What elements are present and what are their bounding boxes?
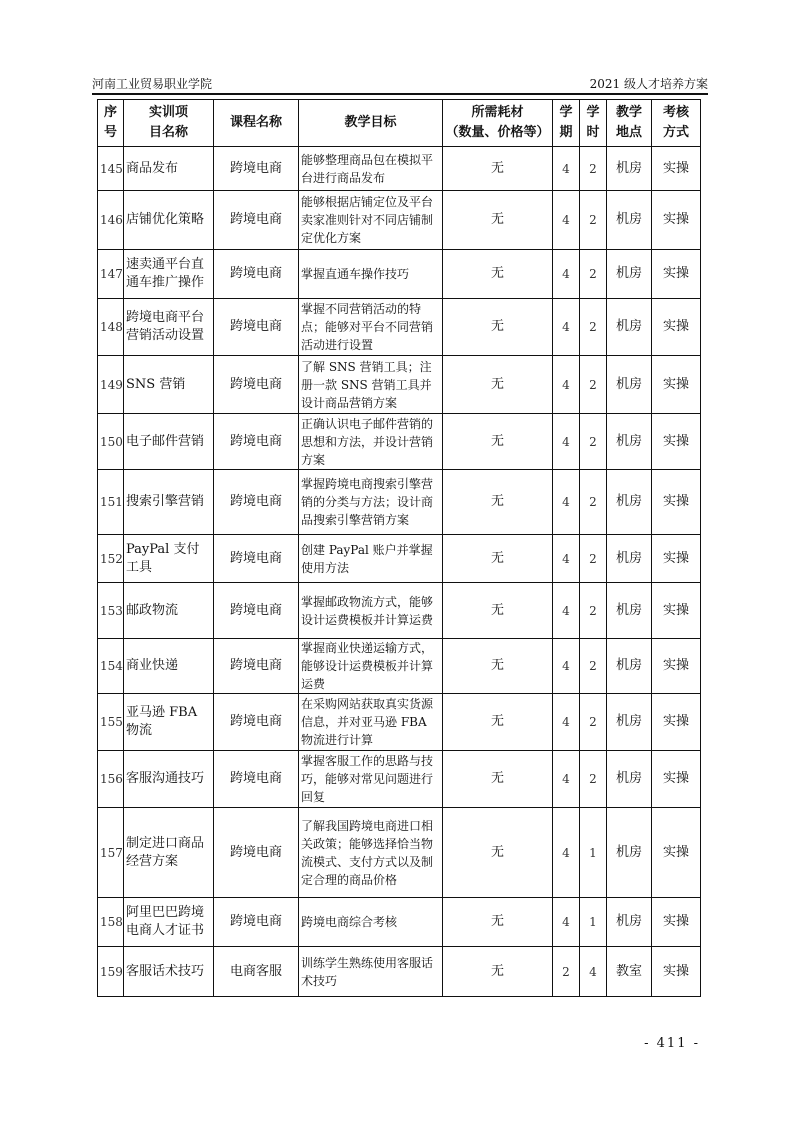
row-teaching-goal: 了解 SNS 营销工具；注册一款 SNS 营销工具并设计商品营销方案 [299, 356, 443, 414]
row-hours: 2 [580, 250, 607, 299]
row-number: 145 [98, 147, 124, 191]
row-materials: 无 [443, 470, 553, 535]
row-project-name: 邮政物流 [124, 583, 214, 639]
table-row [98, 583, 701, 639]
row-hours: 1 [580, 898, 607, 947]
row-materials: 无 [443, 356, 553, 414]
row-term: 4 [553, 898, 580, 947]
row-term: 4 [553, 250, 580, 299]
row-project-name: 速卖通平台直通车推广操作 [124, 250, 214, 299]
row-course-name: 跨境电商 [214, 299, 299, 356]
row-materials: 无 [443, 947, 553, 997]
row-materials: 无 [443, 250, 553, 299]
row-teaching-goal: 能够整理商品包在模拟平台进行商品发布 [299, 147, 443, 191]
row-number: 148 [98, 299, 124, 356]
row-hours: 2 [580, 356, 607, 414]
row-course-name: 跨境电商 [214, 535, 299, 583]
row-hours: 2 [580, 147, 607, 191]
row-materials: 无 [443, 191, 553, 250]
table-row [98, 535, 701, 583]
row-materials: 无 [443, 808, 553, 898]
row-number: 154 [98, 639, 124, 694]
row-teaching-goal: 了解我国跨境电商进口相关政策；能够选择恰当物流模式、支付方式以及制定合理的商品价格 [299, 808, 443, 898]
row-location: 机房 [607, 694, 652, 751]
row-term: 4 [553, 191, 580, 250]
row-term: 4 [553, 808, 580, 898]
row-project-name: 商品发布 [124, 147, 214, 191]
row-number: 146 [98, 191, 124, 250]
row-project-name: 电子邮件营销 [124, 414, 214, 470]
row-teaching-goal: 在采购网站获取真实货源信息，并对亚马逊 FBA 物流进行计算 [299, 694, 443, 751]
row-project-name: 亚马逊 FBA 物流 [124, 694, 214, 751]
table-row [98, 356, 701, 414]
row-hours: 2 [580, 535, 607, 583]
row-assessment: 实操 [652, 356, 701, 414]
page-number: - 411 - [644, 1036, 700, 1051]
row-term: 4 [553, 414, 580, 470]
row-project-name: 制定进口商品经营方案 [124, 808, 214, 898]
row-assessment: 实操 [652, 947, 701, 997]
row-assessment: 实操 [652, 191, 701, 250]
row-assessment: 实操 [652, 898, 701, 947]
row-term: 4 [553, 694, 580, 751]
row-hours: 2 [580, 583, 607, 639]
document-title: 2021 级人才培养方案 [589, 77, 708, 91]
row-project-name: 阿里巴巴跨境电商人才证书 [124, 898, 214, 947]
row-location: 机房 [607, 470, 652, 535]
row-course-name: 跨境电商 [214, 191, 299, 250]
row-number: 155 [98, 694, 124, 751]
table-row [98, 191, 701, 250]
row-materials: 无 [443, 299, 553, 356]
row-assessment: 实操 [652, 535, 701, 583]
row-materials: 无 [443, 639, 553, 694]
row-location: 机房 [607, 299, 652, 356]
row-project-name: 商业快递 [124, 639, 214, 694]
row-teaching-goal: 掌握直通车操作技巧 [299, 250, 443, 299]
table-row [98, 470, 701, 535]
row-materials: 无 [443, 147, 553, 191]
table-row [98, 250, 701, 299]
row-hours: 1 [580, 808, 607, 898]
row-course-name: 跨境电商 [214, 250, 299, 299]
col-header-term: 学 期 [553, 100, 580, 147]
row-course-name: 跨境电商 [214, 898, 299, 947]
row-hours: 2 [580, 414, 607, 470]
row-assessment: 实操 [652, 147, 701, 191]
row-location: 教室 [607, 947, 652, 997]
row-location: 机房 [607, 898, 652, 947]
row-course-name: 跨境电商 [214, 694, 299, 751]
row-project-name: 搜索引擎营销 [124, 470, 214, 535]
row-assessment: 实操 [652, 414, 701, 470]
row-teaching-goal: 正确认识电子邮件营销的思想和方法，并设计营销方案 [299, 414, 443, 470]
row-location: 机房 [607, 583, 652, 639]
row-term: 4 [553, 147, 580, 191]
row-number: 157 [98, 808, 124, 898]
col-header-assessment: 考核 方式 [652, 100, 701, 147]
col-header-hours: 学 时 [580, 100, 607, 147]
row-teaching-goal: 掌握商业快递运输方式，能够设计运费模板并计算运费 [299, 639, 443, 694]
table-row [98, 299, 701, 356]
row-project-name: 客服话术技巧 [124, 947, 214, 997]
row-assessment: 实操 [652, 639, 701, 694]
row-term: 2 [553, 947, 580, 997]
row-teaching-goal: 跨境电商综合考核 [299, 898, 443, 947]
row-teaching-goal: 掌握邮政物流方式，能够设计运费模板并计算运费 [299, 583, 443, 639]
row-course-name: 跨境电商 [214, 147, 299, 191]
row-location: 机房 [607, 808, 652, 898]
row-course-name: 跨境电商 [214, 356, 299, 414]
row-materials: 无 [443, 535, 553, 583]
row-assessment: 实操 [652, 299, 701, 356]
table-row [98, 639, 701, 694]
row-term: 4 [553, 470, 580, 535]
row-teaching-goal: 掌握不同营销活动的特点；能够对平台不同营销活动进行设置 [299, 299, 443, 356]
row-location: 机房 [607, 191, 652, 250]
row-assessment: 实操 [652, 583, 701, 639]
row-number: 147 [98, 250, 124, 299]
table-body [98, 147, 701, 997]
table-row [98, 947, 701, 997]
row-course-name: 跨境电商 [214, 414, 299, 470]
row-hours: 2 [580, 751, 607, 808]
row-hours: 2 [580, 694, 607, 751]
row-teaching-goal: 训练学生熟练使用客服话术技巧 [299, 947, 443, 997]
table-header-row [98, 100, 701, 147]
row-location: 机房 [607, 147, 652, 191]
table-row [98, 751, 701, 808]
row-number: 158 [98, 898, 124, 947]
page-header [92, 73, 708, 95]
row-course-name: 电商客服 [214, 947, 299, 997]
col-header-project: 实训项 目名称 [124, 100, 214, 147]
row-assessment: 实操 [652, 808, 701, 898]
table-row [98, 147, 701, 191]
col-header-materials: 所需耗材 （数量、价格等） [443, 100, 553, 147]
row-materials: 无 [443, 414, 553, 470]
row-term: 4 [553, 535, 580, 583]
row-teaching-goal: 能够根据店铺定位及平台卖家准则针对不同店铺制定优化方案 [299, 191, 443, 250]
row-project-name: PayPal 支付工具 [124, 535, 214, 583]
training-table [97, 99, 701, 997]
row-number: 152 [98, 535, 124, 583]
row-hours: 2 [580, 639, 607, 694]
row-project-name: SNS 营销 [124, 356, 214, 414]
row-location: 机房 [607, 639, 652, 694]
row-materials: 无 [443, 898, 553, 947]
row-teaching-goal: 掌握客服工作的思路与技巧，能够对常见问题进行回复 [299, 751, 443, 808]
row-project-name: 店铺优化策略 [124, 191, 214, 250]
row-course-name: 跨境电商 [214, 639, 299, 694]
row-number: 151 [98, 470, 124, 535]
school-name: 河南工业贸易职业学院 [92, 77, 213, 91]
col-header-location: 教学 地点 [607, 100, 652, 147]
table-row [98, 414, 701, 470]
row-term: 4 [553, 639, 580, 694]
row-hours: 2 [580, 299, 607, 356]
row-location: 机房 [607, 356, 652, 414]
row-location: 机房 [607, 535, 652, 583]
row-number: 156 [98, 751, 124, 808]
row-course-name: 跨境电商 [214, 583, 299, 639]
row-number: 150 [98, 414, 124, 470]
row-teaching-goal: 创建 PayPal 账户并掌握使用方法 [299, 535, 443, 583]
row-hours: 2 [580, 191, 607, 250]
col-header-goal: 教学目标 [299, 100, 443, 147]
row-assessment: 实操 [652, 470, 701, 535]
row-teaching-goal: 掌握跨境电商搜索引擎营销的分类与方法；设计商品搜索引擎营销方案 [299, 470, 443, 535]
col-header-no: 序 号 [98, 100, 124, 147]
row-term: 4 [553, 299, 580, 356]
row-hours: 2 [580, 470, 607, 535]
row-course-name: 跨境电商 [214, 808, 299, 898]
row-materials: 无 [443, 694, 553, 751]
row-location: 机房 [607, 250, 652, 299]
row-number: 159 [98, 947, 124, 997]
row-term: 4 [553, 356, 580, 414]
row-project-name: 跨境电商平台营销活动设置 [124, 299, 214, 356]
col-header-course: 课程名称 [214, 100, 299, 147]
row-location: 机房 [607, 751, 652, 808]
row-course-name: 跨境电商 [214, 751, 299, 808]
row-location: 机房 [607, 414, 652, 470]
table-row [98, 694, 701, 751]
row-assessment: 实操 [652, 694, 701, 751]
row-term: 4 [553, 583, 580, 639]
row-number: 153 [98, 583, 124, 639]
row-assessment: 实操 [652, 250, 701, 299]
row-materials: 无 [443, 751, 553, 808]
row-project-name: 客服沟通技巧 [124, 751, 214, 808]
row-assessment: 实操 [652, 751, 701, 808]
table-row [98, 808, 701, 898]
row-number: 149 [98, 356, 124, 414]
row-term: 4 [553, 751, 580, 808]
row-materials: 无 [443, 583, 553, 639]
table-row [98, 898, 701, 947]
row-hours: 4 [580, 947, 607, 997]
row-course-name: 跨境电商 [214, 470, 299, 535]
